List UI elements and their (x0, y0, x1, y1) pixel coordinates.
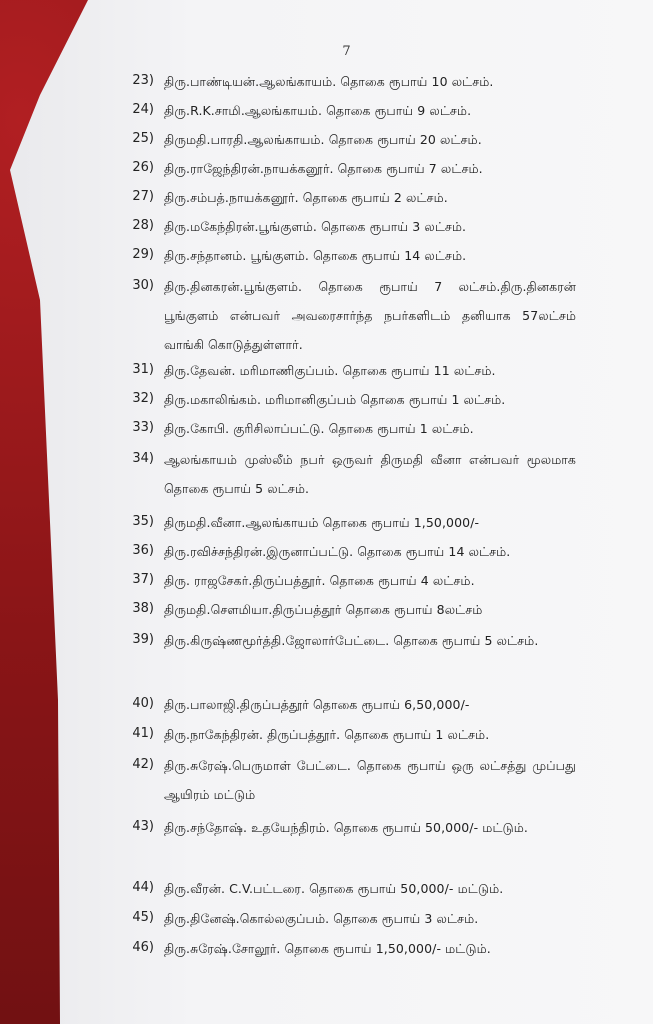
entry-number: 33) (132, 420, 154, 435)
entry-text: திருமதி.சௌமியா.திருப்பத்தூர் தொகை ரூபாய் 8லட்சம் (164, 602, 483, 617)
entry-text: திரு.தினகரன்.பூங்குளம். தொகை ரூபாய் 7 லட்சம்.திரு.தினகரன் பூங்குளம் என்பவர் அவரைசார்ந்த நபர்களிடம் தனியாக 57லட்சம் வாங்கி கொடுத்துள்ளார். (164, 279, 576, 352)
entry-text: திரு. ராஜசேகர்.திருப்பத்தூர். தொகை ரூபாய் 4 லட்சம். (164, 573, 475, 588)
entry-number: 37) (132, 572, 154, 587)
entry-number: 40) (132, 696, 154, 711)
entry-number: 44) (132, 880, 154, 895)
entry-text: திரு.மகாலிங்கம். மரிமானிகுப்பம் தொகை ரூபாய் 1 லட்சம். (164, 392, 506, 407)
entry-text: திரு.சுரேஷ்.சோலூர். தொகை ரூபாய் 1,50,000/- மட்டும். (164, 941, 491, 956)
entry-text: திரு.சம்பத்.நாயக்கனூர். தொகை ரூபாய் 2 லட்சம். (164, 190, 448, 205)
entry-text: திரு.மகேந்திரன்.பூங்குளம். தொகை ரூபாய் 3 லட்சம். (164, 219, 467, 234)
entry-number: 38) (132, 601, 154, 616)
entry-number: 29) (132, 247, 154, 262)
entry-number: 34) (132, 451, 154, 466)
entry-number: 41) (132, 726, 154, 741)
entry-text: திரு.சந்தோஷ். உதயேந்திரம். தொகை ரூபாய் 50,000/- மட்டும். (164, 820, 528, 835)
entry-number: 42) (132, 757, 154, 772)
entry-number: 30) (132, 278, 154, 293)
entry-number: 23) (132, 73, 154, 88)
entry-text: திருமதி.பாரதி.ஆலங்காயம். தொகை ரூபாய் 20 லட்சம். (164, 132, 482, 147)
entry-text: ஆலங்காயம் முஸ்லீம் நபர் ஒருவர் திருமதி வீனா என்பவர் மூலமாக தொகை ரூபாய் 5 லட்சம். (164, 452, 576, 496)
entry-text: திரு.சுரேஷ்.பெருமாள் பேட்டை. தொகை ரூபாய் ஒரு லட்சத்து முப்பது ஆயிரம் மட்டும் (164, 758, 576, 802)
entry-number: 27) (132, 189, 154, 204)
entry-number: 46) (132, 940, 154, 955)
entry-number: 35) (132, 514, 154, 529)
entry-text: திரு.ராஜேந்திரன்.நாயக்கனூர். தொகை ரூபாய் 7 லட்சம். (164, 161, 483, 176)
entry-text: திரு.ரவிச்சந்திரன்.இருனாப்பட்டு. தொகை ரூபாய் 14 லட்சம். (164, 544, 511, 559)
entry-number: 45) (132, 910, 154, 925)
entry-number: 26) (132, 160, 154, 175)
page-number: 7 (342, 44, 351, 59)
entry-number: 36) (132, 543, 154, 558)
entry-number: 39) (132, 632, 154, 647)
entry-number: 31) (132, 362, 154, 377)
entry-text: திரு.தினேஷ்.கொல்லகுப்பம். தொகை ரூபாய் 3 லட்சம். (164, 911, 479, 926)
entry-number: 43) (132, 819, 154, 834)
entry-text: திரு.பாலாஜி.திருப்பத்தூர் தொகை ரூபாய் 6,50,000/- (164, 697, 470, 712)
entry-text: திருமதி.வீனா.ஆலங்காயம் தொகை ரூபாய் 1,50,000/- (164, 515, 480, 530)
entry-text: திரு.நாகேந்திரன். திருப்பத்தூர். தொகை ரூபாய் 1 லட்சம். (164, 727, 490, 742)
entry-text: திரு.சந்தானம். பூங்குளம். தொகை ரூபாய் 14 லட்சம். (164, 248, 467, 263)
entry-text: திரு.பாண்டியன்.ஆலங்காயம். தொகை ரூபாய் 10 லட்சம். (164, 74, 494, 89)
entry-number: 28) (132, 218, 154, 233)
entry-text: திரு.தேவன். மரிமாணிகுப்பம். தொகை ரூபாய் 11 லட்சம். (164, 363, 496, 378)
entry-number: 24) (132, 102, 154, 117)
entry-text: திரு.கோபி. குரிசிலாப்பட்டு. தொகை ரூபாய் 1 லட்சம். (164, 421, 474, 436)
entry-text: திரு.R.K.சாமி.ஆலங்காயம். தொகை ரூபாய் 9 லட்சம். (164, 103, 472, 118)
entry-text: திரு.கிருஷ்ணமூர்த்தி.ஜோலார்பேட்டை. தொகை ரூபாய் 5 லட்சம். (164, 633, 539, 648)
entry-number: 25) (132, 131, 154, 146)
entry-text: திரு.வீரன். C.V.பட்டரை. தொகை ரூபாய் 50,000/- மட்டும். (164, 881, 504, 896)
entry-number: 32) (132, 391, 154, 406)
